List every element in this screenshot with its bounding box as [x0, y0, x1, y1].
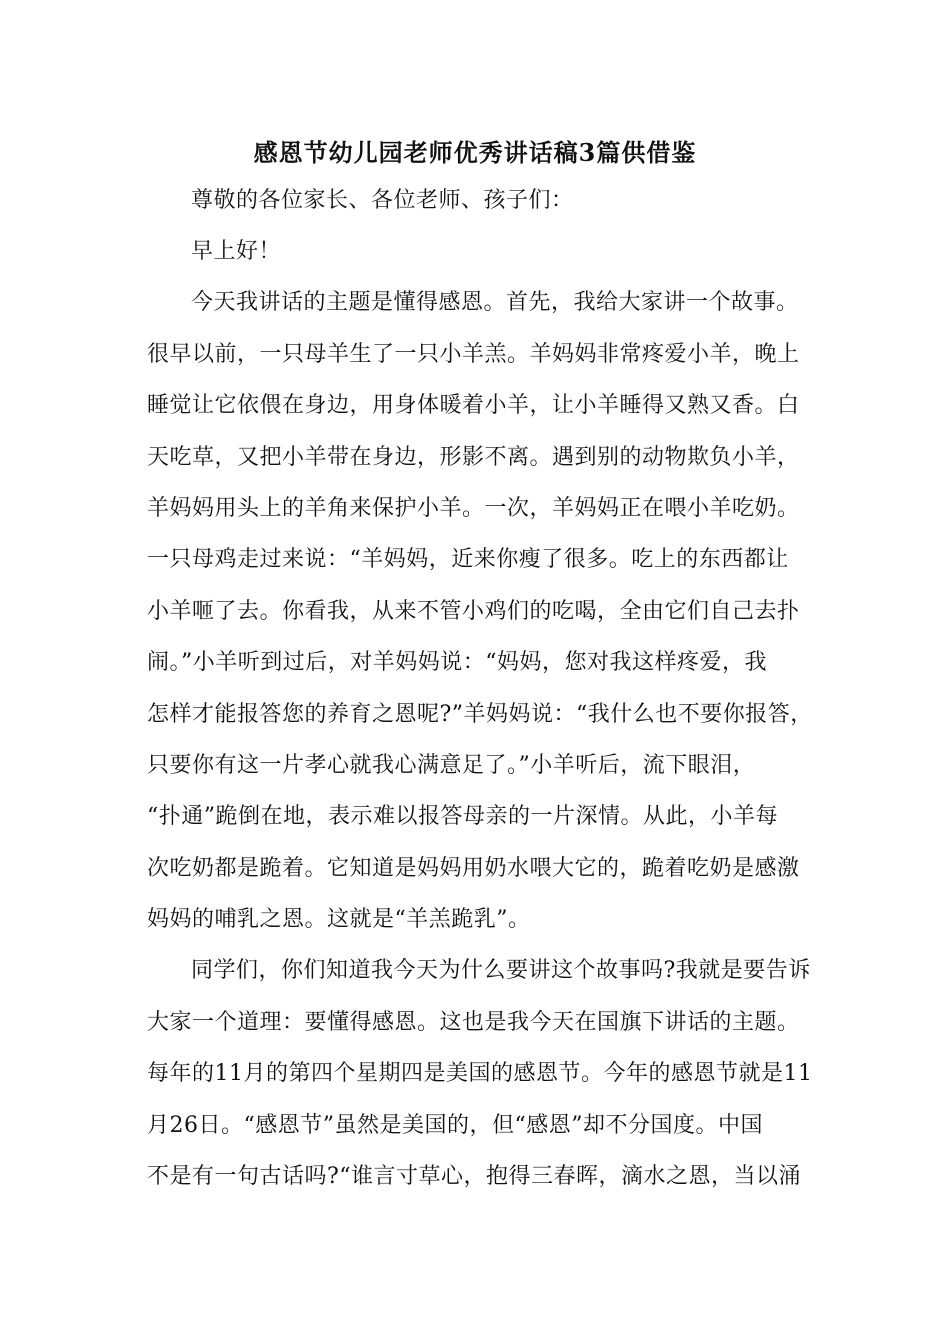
text-line: 早上好！ [191, 239, 282, 264]
text-line: 很早以前，一只母羊生了一只小羊羔。羊妈妈非常疼爱小羊，晚上 [147, 342, 800, 367]
text-line: 同学们，你们知道我今天为什么要讲这个故事吗?我就是要告诉 [191, 958, 811, 983]
text-line: 闹。”小羊听到过后，对羊妈妈说：“妈妈，您对我这样疼爱，我 [147, 650, 767, 675]
text-line: 天吃草，又把小羊带在身边，形影不离。遇到别的动物欺负小羊， [147, 445, 800, 470]
text-line: 一只母鸡走过来说：“羊妈妈，近来你瘦了很多。吃上的东西都让 [147, 547, 789, 572]
text-line: 妈妈的哺乳之恩。这就是“羊羔跪乳”。 [147, 907, 531, 932]
text-line: 今天我讲话的主题是懂得感恩。首先，我给大家讲一个故事。 [191, 290, 799, 315]
document-title: 感恩节幼儿园老师优秀讲话稿3篇供借鉴 [253, 138, 697, 167]
text-line: 小羊咂了去。你看我，从来不管小鸡们的吃喝，全由它们自己去扑 [147, 599, 800, 624]
text-line: “扑通”跪倒在地，表示难以报答母亲的一片深情。从此，小羊每 [147, 804, 778, 829]
text-line: 月26日。“感恩节”虽然是美国的，但“感恩”却不分国度。中国 [147, 1113, 763, 1138]
text-line: 怎样才能报答您的养育之恩呢?”羊妈妈说：“我什么也不要你报答， [147, 702, 813, 727]
text-line: 每年的11月的第四个星期四是美国的感恩节。今年的感恩节就是11 [147, 1061, 813, 1086]
text-line: 次吃奶都是跪着。它知道是妈妈用奶水喂大它的，跪着吃奶是感激 [147, 856, 800, 881]
text-line: 尊敬的各位家长、各位老师、孩子们： [191, 188, 574, 213]
text-line: 睡觉让它依偎在身边，用身体暖着小羊，让小羊睡得又熟又香。白 [147, 393, 800, 418]
text-line: 羊妈妈用头上的羊角来保护小羊。一次，羊妈妈正在喂小羊吃奶。 [147, 496, 800, 521]
text-line: 大家一个道理：要懂得感恩。这也是我今天在国旗下讲话的主题。 [147, 1010, 800, 1035]
text-line: 只要你有这一片孝心就我心满意足了。”小羊听后，流下眼泪， [147, 753, 756, 778]
text-line: 不是有一句古话吗?“谁言寸草心，抱得三春晖，滴水之恩，当以涌 [147, 1164, 802, 1189]
